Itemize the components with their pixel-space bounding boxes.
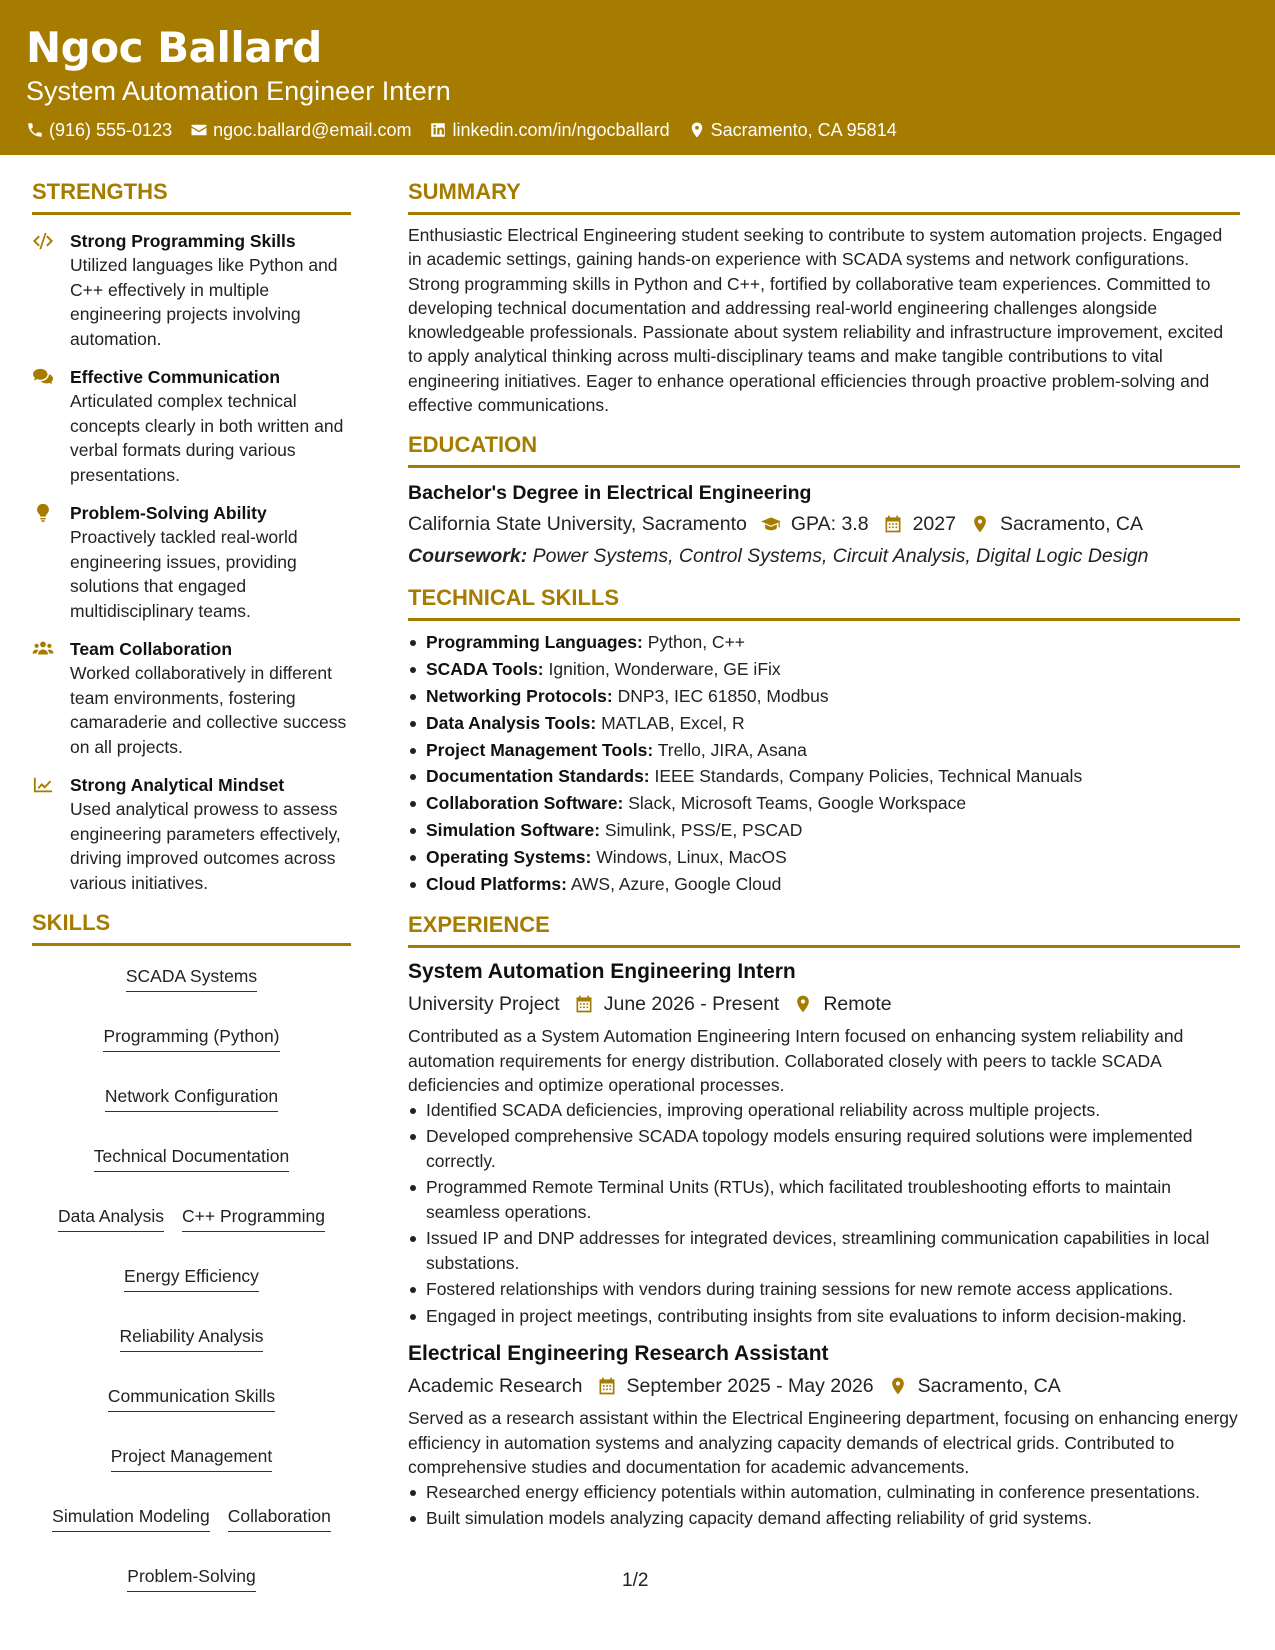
school-name: California State University, Sacramento <box>408 513 747 536</box>
job-location: Sacramento, CA <box>917 1375 1061 1398</box>
gpa-text: GPA: 3.8 <box>790 513 869 536</box>
technical-skills-list <box>408 629 1240 897</box>
skill-tag: Problem-Solving <box>127 1564 255 1592</box>
job-dates: September 2025 - May 2026 <box>626 1375 874 1398</box>
coursework-list: Power Systems, Control Systems, Circuit Analysis, Digital Logic Design <box>532 545 1149 568</box>
candidate-name: Ngoc Ballard <box>26 23 322 72</box>
education-location: Sacramento, CA <box>999 513 1144 536</box>
strength-title: Strong Analytical Mindset <box>70 775 285 795</box>
left-column <box>32 178 351 1592</box>
skill-values: Simulink, PSS/E, PSCAD <box>604 819 803 840</box>
technical-skills-heading: TECHNICAL SKILLS <box>408 584 1240 621</box>
map-marker-icon <box>793 994 813 1014</box>
list-item <box>408 710 1240 737</box>
skill-category: Documentation Standards: <box>426 766 650 787</box>
skills-list <box>32 964 351 1592</box>
summary-text: Enthusiastic Electrical Engineering student seeking to contribute to system automation projects. Engaged in academic settings, gaining hands-on experience with SCADA systems and network configurations. Strong programming skills in Python and C++, fortified by collaborative team experiences. Committed to developing technical documentation and addressing real-world engineering challenges alongside knowledgeable professionals. Passionate about system reliability and infrastructure improvement, excited to apply analytical thinking across multi-disciplinary teams and make tangible contributions to vital engineering initiatives. Eager to enhance operational efficiencies through proactive problem-solving and effective communications. <box>408 225 1224 416</box>
location-text: Sacramento, CA 95814 <box>710 120 897 140</box>
skill-tag: Communication Skills <box>108 1384 275 1412</box>
skill-tag: Network Configuration <box>105 1084 278 1112</box>
contact-email[interactable] <box>190 118 411 142</box>
map-marker-icon <box>970 514 990 534</box>
phone-icon <box>26 121 44 139</box>
job-dates: June 2026 - Present <box>603 993 780 1016</box>
list-item: Researched energy efficiency potentials within automation, culminating in conference presentations. <box>408 1480 1240 1505</box>
code-icon <box>32 231 54 251</box>
strength-desc: Worked collaboratively in different team environments, fostering camaraderie and collective success on all projects. <box>70 663 347 757</box>
strength-desc: Used analytical prowess to assess engineering parameters effectively, driving improved outcomes across various initiatives. <box>70 799 341 893</box>
job-org: University Project <box>408 993 560 1016</box>
list-item <box>408 844 1240 871</box>
skill-values: Slack, Microsoft Teams, Google Workspace <box>628 793 967 814</box>
skill-category: Networking Protocols: <box>426 685 613 706</box>
list-item <box>408 683 1240 710</box>
strength-item <box>32 637 351 759</box>
list-item <box>408 871 1240 898</box>
contact-bar <box>26 118 1249 142</box>
skill-values: Ignition, Wonderware, GE iFix <box>548 659 781 680</box>
skill-category: Programming Languages: <box>426 632 643 653</box>
calendar-icon <box>597 1376 617 1396</box>
strength-title: Team Collaboration <box>70 639 233 659</box>
calendar-icon <box>574 994 594 1014</box>
job-description: Contributed as a System Automation Engineering Intern focused on enhancing system reliability and automation requirements for energy distribution. Collaborated closely with peers to tackle SCADA deficiencies and optimize operational processes. <box>408 1026 1184 1096</box>
experience-heading: EXPERIENCE <box>408 911 1240 948</box>
job-location: Remote <box>823 993 892 1016</box>
list-item: Engaged in project meetings, contributing insights from site evaluations to inform decision-making. <box>408 1304 1240 1329</box>
degree-title: Bachelor's Degree in Electrical Engineering <box>408 482 812 505</box>
skill-category: Data Analysis Tools: <box>426 712 597 733</box>
email-text: ngoc.ballard@email.com <box>213 120 412 140</box>
skill-values: IEEE Standards, Company Policies, Technical Manuals <box>654 766 1083 787</box>
candidate-role: System Automation Engineer Intern <box>26 76 451 106</box>
skill-tag: C++ Programming <box>182 1204 325 1232</box>
job-description: Served as a research assistant within the Electrical Engineering department, focusing on enhancing energy efficiency in automation systems and analyzing capacity demands of electrical grids. Contributed to comprehensive studies and documentation for academic advancements. <box>408 1408 1238 1478</box>
education-heading: EDUCATION <box>408 431 1240 468</box>
skill-tag: SCADA Systems <box>126 964 257 992</box>
contact-linkedin[interactable] <box>429 118 669 142</box>
strength-item <box>32 501 351 623</box>
linkedin-icon <box>429 121 447 139</box>
comments-icon <box>32 367 54 387</box>
skill-values: Trello, JIRA, Asana <box>657 739 807 760</box>
list-item: Built simulation models analyzing capacity demand affecting reliability of grid systems. <box>408 1506 1240 1531</box>
graduation-year: 2027 <box>912 513 956 536</box>
list-item: Identified SCADA deficiencies, improving operational reliability across multiple projects. <box>408 1098 1240 1123</box>
contact-location <box>688 118 897 142</box>
strength-title: Effective Communication <box>70 367 281 387</box>
skill-tag: Collaboration <box>228 1504 331 1532</box>
list-item <box>408 817 1240 844</box>
skill-values: DNP3, IEC 61850, Modbus <box>617 685 829 706</box>
list-item: Issued IP and DNP addresses for integrated devices, streamlining communication capabilities in local substations. <box>408 1226 1240 1275</box>
job-org: Academic Research <box>408 1375 583 1398</box>
list-item <box>408 763 1240 790</box>
job-title: Electrical Engineering Research Assistant <box>408 1342 829 1366</box>
skill-values: Python, C++ <box>647 632 746 653</box>
resume-header <box>0 0 1275 155</box>
strength-item <box>32 229 351 351</box>
skill-category: Collaboration Software: <box>426 793 624 814</box>
skill-values: MATLAB, Excel, R <box>601 712 745 733</box>
lightbulb-icon <box>32 503 54 523</box>
strength-item <box>32 365 351 487</box>
linkedin-text: linkedin.com/in/ngocballard <box>452 120 670 140</box>
coursework <box>408 542 1240 570</box>
strength-desc: Utilized languages like Python and C++ effectively in multiple engineering projects involving automation. <box>70 255 338 349</box>
skill-tag: Project Management <box>111 1444 272 1472</box>
education-meta <box>408 510 1240 538</box>
skill-tag: Programming (Python) <box>103 1024 279 1052</box>
skill-values: Windows, Linux, MacOS <box>596 846 787 867</box>
skill-category: Simulation Software: <box>426 819 601 840</box>
job-meta <box>408 990 1240 1018</box>
strength-desc: Articulated complex technical concepts clearly in both written and verbal formats during various presentations. <box>70 391 344 485</box>
job-title: System Automation Engineering Intern <box>408 960 796 984</box>
list-item: Developed comprehensive SCADA topology models ensuring required solutions were implemented correctly. <box>408 1124 1240 1173</box>
list-item: Programmed Remote Terminal Units (RTUs), which facilitated troubleshooting efforts to maintain seamless operations. <box>408 1175 1240 1224</box>
map-marker-icon <box>888 1376 908 1396</box>
strength-item <box>32 773 351 895</box>
envelope-icon <box>190 121 208 139</box>
job-bullets <box>408 1098 1240 1329</box>
contact-phone <box>26 118 172 142</box>
skill-tag: Reliability Analysis <box>120 1324 264 1352</box>
list-item <box>408 629 1240 656</box>
graduation-cap-icon <box>761 514 781 534</box>
skill-category: Project Management Tools: <box>426 739 654 760</box>
skill-category: Cloud Platforms: <box>426 873 567 894</box>
coursework-label: Coursework: <box>408 545 528 568</box>
skill-tag: Energy Efficiency <box>124 1264 259 1292</box>
list-item <box>408 737 1240 764</box>
strengths-heading: STRENGTHS <box>32 178 351 215</box>
strength-title: Strong Programming Skills <box>70 231 296 251</box>
strengths-list <box>32 229 351 895</box>
strength-title: Problem-Solving Ability <box>70 503 267 523</box>
list-item: Fostered relationships with vendors during training sessions for new remote access applications. <box>408 1277 1240 1302</box>
chart-line-icon <box>32 775 54 795</box>
skill-values: AWS, Azure, Google Cloud <box>570 873 782 894</box>
skill-tag: Technical Documentation <box>94 1144 290 1172</box>
skill-category: Operating Systems: <box>426 846 592 867</box>
list-item <box>408 656 1240 683</box>
right-column <box>408 178 1240 1533</box>
skill-tag: Simulation Modeling <box>52 1504 210 1532</box>
skill-tag: Data Analysis <box>58 1204 164 1232</box>
skill-category: SCADA Tools: <box>426 659 544 680</box>
job-bullets <box>408 1480 1240 1531</box>
map-marker-icon <box>688 121 706 139</box>
summary-heading: SUMMARY <box>408 178 1240 215</box>
calendar-icon <box>883 514 903 534</box>
phone-text: (916) 555-0123 <box>49 120 173 140</box>
users-icon <box>32 639 54 659</box>
job-meta <box>408 1372 1240 1400</box>
list-item <box>408 790 1240 817</box>
strength-desc: Proactively tackled real-world engineering issues, providing solutions that engaged multidisciplinary teams. <box>70 527 298 621</box>
skills-heading: SKILLS <box>32 909 351 946</box>
page-number: 1/2 <box>622 1570 649 1591</box>
